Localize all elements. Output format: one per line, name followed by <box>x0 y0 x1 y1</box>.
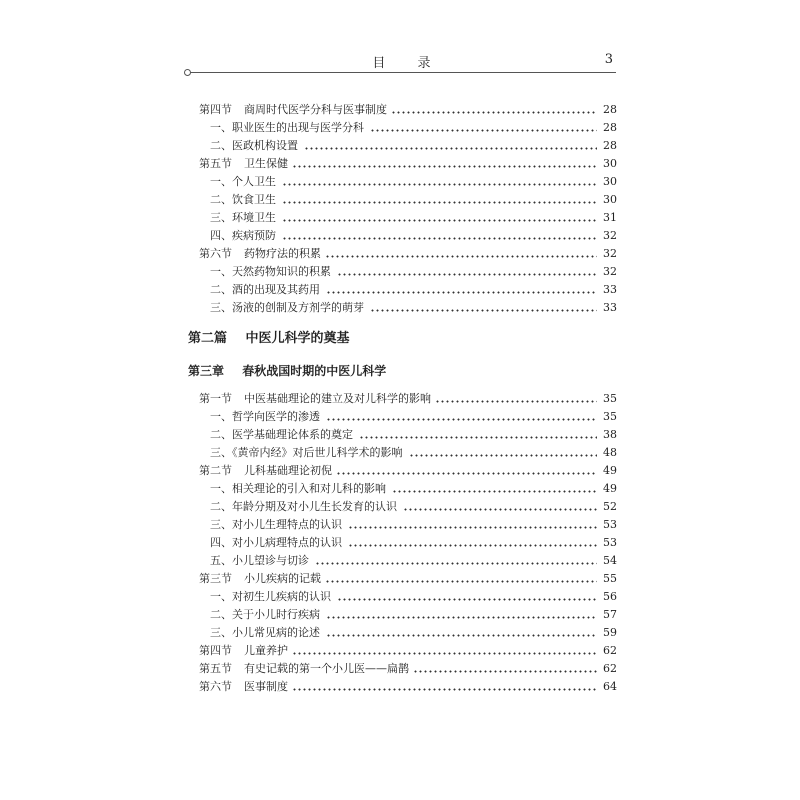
section-number: 第六节 <box>199 680 232 693</box>
section-number: 第六节 <box>199 247 232 260</box>
entry-page: 64 <box>603 680 617 693</box>
section-number: 第四节 <box>199 103 232 116</box>
toc-section-entry[interactable] <box>199 101 617 118</box>
toc-subsection-entry[interactable] <box>210 137 617 154</box>
dot-leader <box>409 444 598 461</box>
dot-leader <box>282 227 597 244</box>
part-number: 第二篇 <box>188 331 228 346</box>
section-number: 第三节 <box>199 572 232 585</box>
entry-page: 62 <box>603 662 617 675</box>
entry-page: 35 <box>603 392 617 405</box>
toc-subsection-entry[interactable] <box>210 534 617 551</box>
entry-title: 一、天然药物知识的积累 <box>210 265 331 278</box>
entry-page: 31 <box>603 211 617 224</box>
dot-leader <box>348 534 597 551</box>
dot-leader <box>326 606 597 623</box>
entry-title: 儿童养护 <box>244 644 288 657</box>
entry-title: 三、环境卫生 <box>210 211 276 224</box>
entry-page: 53 <box>603 518 617 531</box>
entry-page: 30 <box>603 193 617 206</box>
entry-title: 一、哲学向医学的渗透 <box>210 410 320 423</box>
entry-title: 小儿疾病的记载 <box>244 572 321 585</box>
toc-subsection-entry[interactable] <box>210 588 617 605</box>
entry-title: 商周时代医学分科与医事制度 <box>244 103 387 116</box>
entry-page: 53 <box>603 536 617 549</box>
entry-title: 一、对初生儿疾病的认识 <box>210 590 331 603</box>
toc-subsection-entry[interactable] <box>210 191 617 208</box>
toc-subsection-entry[interactable] <box>210 263 617 280</box>
toc-section-entry[interactable] <box>199 390 617 407</box>
entry-page: 38 <box>603 428 617 441</box>
entry-title: 二、医学基础理论体系的奠定 <box>210 428 353 441</box>
section-number: 第一节 <box>199 392 232 405</box>
toc-subsection-entry[interactable] <box>210 516 617 533</box>
header-rule-ornament <box>184 69 191 76</box>
toc-subsection-entry[interactable] <box>210 624 617 641</box>
chapter-title: 春秋战国时期的中医儿科学 <box>242 364 387 378</box>
section-number: 第五节 <box>199 662 232 675</box>
entry-title: 一、相关理论的引入和对儿科的影响 <box>210 482 386 495</box>
entry-title: 二、年龄分期及对小儿生长发育的认识 <box>210 500 397 513</box>
dot-leader <box>282 191 597 208</box>
toc-part-heading[interactable] <box>188 330 350 348</box>
entry-page: 28 <box>603 103 617 116</box>
section-number: 第二节 <box>199 464 232 477</box>
toc-section-entry[interactable] <box>199 642 617 659</box>
entry-title: 四、对小儿病理特点的认识 <box>210 536 342 549</box>
dot-leader <box>326 624 597 641</box>
toc-subsection-entry[interactable] <box>210 209 617 226</box>
entry-title: 四、疾病预防 <box>210 229 276 242</box>
entry-title: 儿科基础理论初倪 <box>244 464 332 477</box>
toc-subsection-entry[interactable] <box>210 119 617 136</box>
dot-leader <box>336 462 597 479</box>
entry-page: 30 <box>603 175 617 188</box>
entry-page: 28 <box>603 139 617 152</box>
entry-page: 49 <box>603 464 617 477</box>
entry-title: 五、小儿望诊与切诊 <box>210 554 309 567</box>
section-number: 第四节 <box>199 644 232 657</box>
header-rule <box>187 72 616 73</box>
page-title: 目 录 <box>372 56 445 71</box>
entry-page: 33 <box>603 301 617 314</box>
toc-subsection-entry[interactable] <box>210 606 617 623</box>
entry-page: 30 <box>603 157 617 170</box>
toc-section-entry[interactable] <box>199 678 617 695</box>
toc-chapter-heading[interactable] <box>188 362 386 380</box>
entry-title: 二、关于小儿时行疾病 <box>210 608 320 621</box>
entry-title: 中医基础理论的建立及对儿科学的影响 <box>244 392 431 405</box>
dot-leader <box>435 390 597 407</box>
dot-leader <box>292 678 597 695</box>
dot-leader <box>337 263 597 280</box>
dot-leader <box>391 101 597 118</box>
toc-subsection-entry[interactable] <box>210 426 617 443</box>
entry-title: 二、酒的出现及其药用 <box>210 283 320 296</box>
dot-leader <box>403 498 597 515</box>
entry-page: 55 <box>603 572 617 585</box>
entry-title: 二、饮食卫生 <box>210 193 276 206</box>
toc-subsection-entry[interactable] <box>210 498 617 515</box>
entry-page: 57 <box>603 608 617 621</box>
dot-leader <box>282 209 597 226</box>
chapter-number: 第三章 <box>188 364 225 378</box>
entry-title: 医事制度 <box>244 680 288 693</box>
entry-page: 32 <box>603 265 617 278</box>
toc-section-entry[interactable] <box>199 570 617 587</box>
toc-subsection-entry[interactable] <box>210 444 617 461</box>
entry-page: 32 <box>603 229 617 242</box>
dot-leader <box>326 408 597 425</box>
entry-title: 有史记载的第一个小儿医——扁鹊 <box>244 662 409 675</box>
entry-title: 三、《黄帝内经》对后世儿科学术的影响 <box>210 446 403 459</box>
toc-subsection-entry[interactable] <box>210 281 617 298</box>
entry-title: 一、职业医生的出现与医学分科 <box>210 121 364 134</box>
dot-leader <box>315 552 597 569</box>
dot-leader <box>282 173 597 190</box>
toc-section-entry[interactable] <box>199 462 617 479</box>
dot-leader <box>325 245 597 262</box>
entry-page: 49 <box>603 482 617 495</box>
dot-leader <box>292 642 597 659</box>
section-number: 第五节 <box>199 157 232 170</box>
dot-leader <box>348 516 597 533</box>
entry-title: 药物疗法的积累 <box>244 247 321 260</box>
dot-leader <box>292 155 597 172</box>
entry-page: 32 <box>603 247 617 260</box>
entry-title: 一、个人卫生 <box>210 175 276 188</box>
entry-title: 卫生保健 <box>244 157 288 170</box>
toc-subsection-entry[interactable] <box>210 299 617 316</box>
entry-title: 三、对小儿生理特点的认识 <box>210 518 342 531</box>
entry-title: 二、医政机构设置 <box>210 139 298 152</box>
entry-title: 三、汤液的创制及方剂学的萌芽 <box>210 301 364 314</box>
entry-page: 35 <box>603 410 617 423</box>
toc-section-entry[interactable] <box>199 245 617 262</box>
toc-subsection-entry[interactable] <box>210 408 617 425</box>
entry-page: 48 <box>603 446 617 459</box>
entry-page: 56 <box>603 590 617 603</box>
toc-subsection-entry[interactable] <box>210 552 617 569</box>
dot-leader <box>370 119 597 136</box>
running-head <box>186 52 617 72</box>
dot-leader <box>337 588 597 605</box>
entry-page: 54 <box>603 554 617 567</box>
entry-page: 28 <box>603 121 617 134</box>
dot-leader <box>325 570 597 587</box>
entry-page: 52 <box>603 500 617 513</box>
entry-page: 62 <box>603 644 617 657</box>
toc-section-entry[interactable] <box>199 660 617 677</box>
part-title: 中医儿科学的奠基 <box>245 331 350 346</box>
toc-subsection-entry[interactable] <box>210 173 617 190</box>
dot-leader <box>392 480 597 497</box>
dot-leader <box>326 281 597 298</box>
page-number: 3 <box>604 52 613 67</box>
toc-subsection-entry[interactable] <box>210 480 617 497</box>
dot-leader <box>370 299 597 316</box>
entry-page: 33 <box>603 283 617 296</box>
dot-leader <box>304 137 597 154</box>
dot-leader <box>413 660 597 677</box>
toc-section-entry[interactable] <box>199 155 617 172</box>
entry-page: 59 <box>603 626 617 639</box>
entry-title: 三、小儿常见病的论述 <box>210 626 320 639</box>
dot-leader <box>359 426 597 443</box>
toc-subsection-entry[interactable] <box>210 227 617 244</box>
